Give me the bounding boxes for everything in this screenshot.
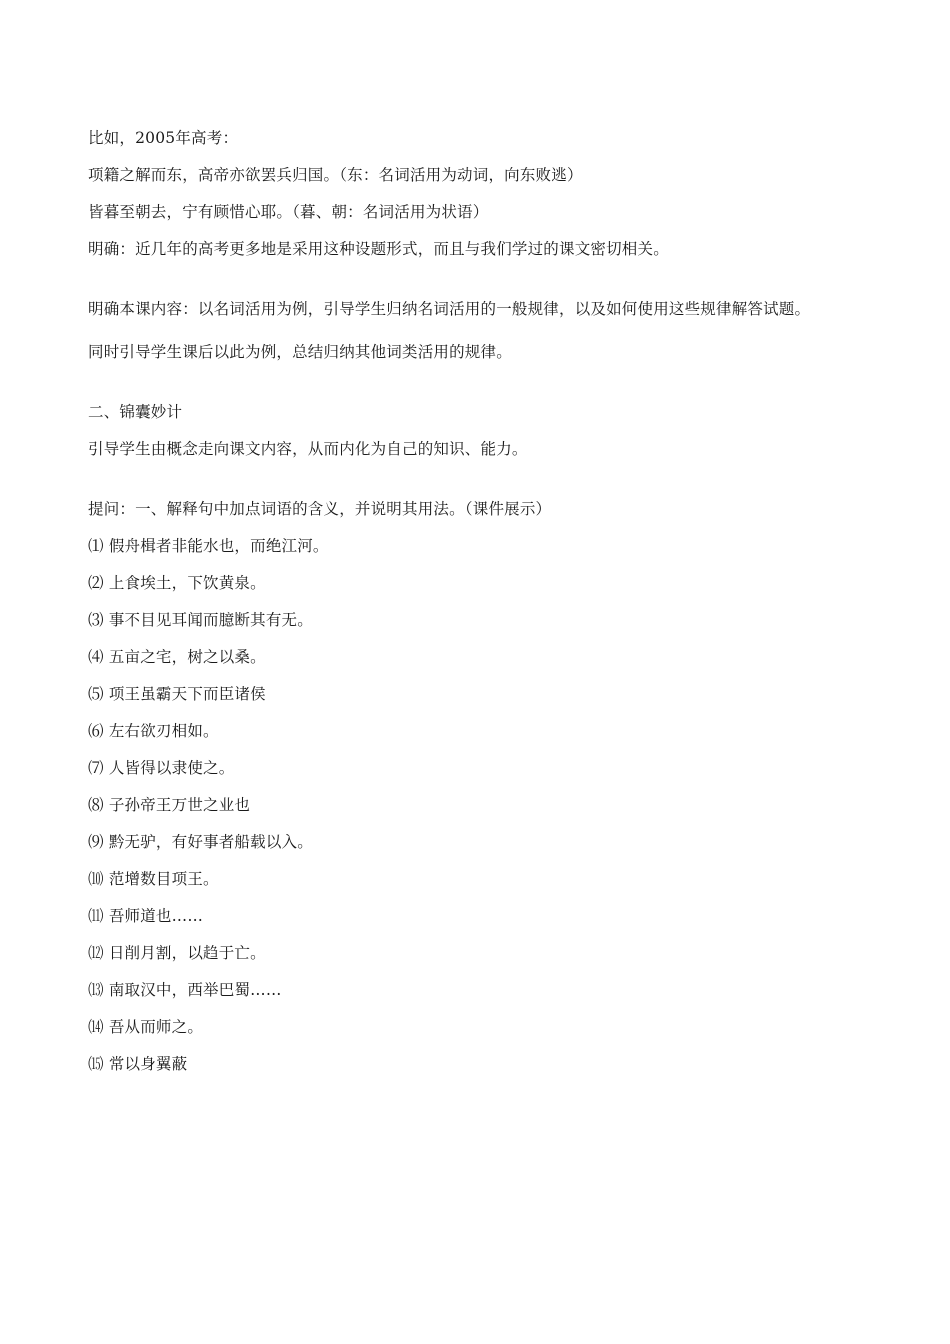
section-heading: 二、锦囊妙计: [88, 403, 183, 421]
lesson-content-paragraph: 明确本课内容：以名词活用为例，引导学生归纳名词活用的一般规律，以及如何使用这些规律解答试题。: [88, 300, 811, 318]
list-item: ⑷ 五亩之宅，树之以桑。: [88, 648, 266, 666]
question-prompt: 提问：一、解释句中加点词语的含义，并说明其用法。（课件展示）: [88, 500, 552, 518]
list-item: ⑸ 项王虽霸天下而臣诸侯: [88, 685, 266, 703]
clarify-paragraph: 明确：近几年的高考更多地是采用这种设题形式，而且与我们学过的课文密切相关。: [88, 240, 669, 258]
list-item: ⑿ 日削月割，以趋于亡。: [88, 944, 266, 962]
list-item: ⑵ 上食埃土，下饮黄泉。: [88, 574, 266, 592]
list-item: ⑻ 子孙帝王万世之业也: [88, 796, 251, 814]
list-item: ⒀ 南取汉中，西举巴蜀……: [88, 981, 282, 999]
list-item: ⑼ 黔无驴，有好事者船载以入。: [88, 833, 313, 851]
list-item: ⒁ 吾从而师之。: [88, 1018, 204, 1036]
list-item: ⑺ 人皆得以隶使之。: [88, 759, 235, 777]
example-intro: 比如，2005年高考：: [88, 129, 239, 147]
list-item: ⑾ 吾师道也……: [88, 907, 204, 925]
list-item: ⑴ 假舟楫者非能水也，而绝江河。: [88, 537, 329, 555]
section-paragraph: 引导学生由概念走向课文内容，从而内化为自己的知识、能力。: [88, 440, 528, 458]
list-item: ⑹ 左右欲刃相如。: [88, 722, 219, 740]
list-item: ⑶ 事不目见耳闻而臆断其有无。: [88, 611, 313, 629]
example-sentence: 项籍之解而东，高帝亦欲罢兵归国。（东：名词活用为动词，向东败逃）: [88, 166, 583, 184]
example-sentence: 皆暮至朝去，宁有顾惜心耶。（暮、朝：名词活用为状语）: [88, 203, 489, 221]
list-item: ⒂ 常以身翼蔽: [88, 1055, 188, 1073]
lesson-content-paragraph: 同时引导学生课后以此为例，总结归纳其他词类活用的规律。: [88, 343, 512, 361]
list-item: ⑽ 范增数目项王。: [88, 870, 219, 888]
